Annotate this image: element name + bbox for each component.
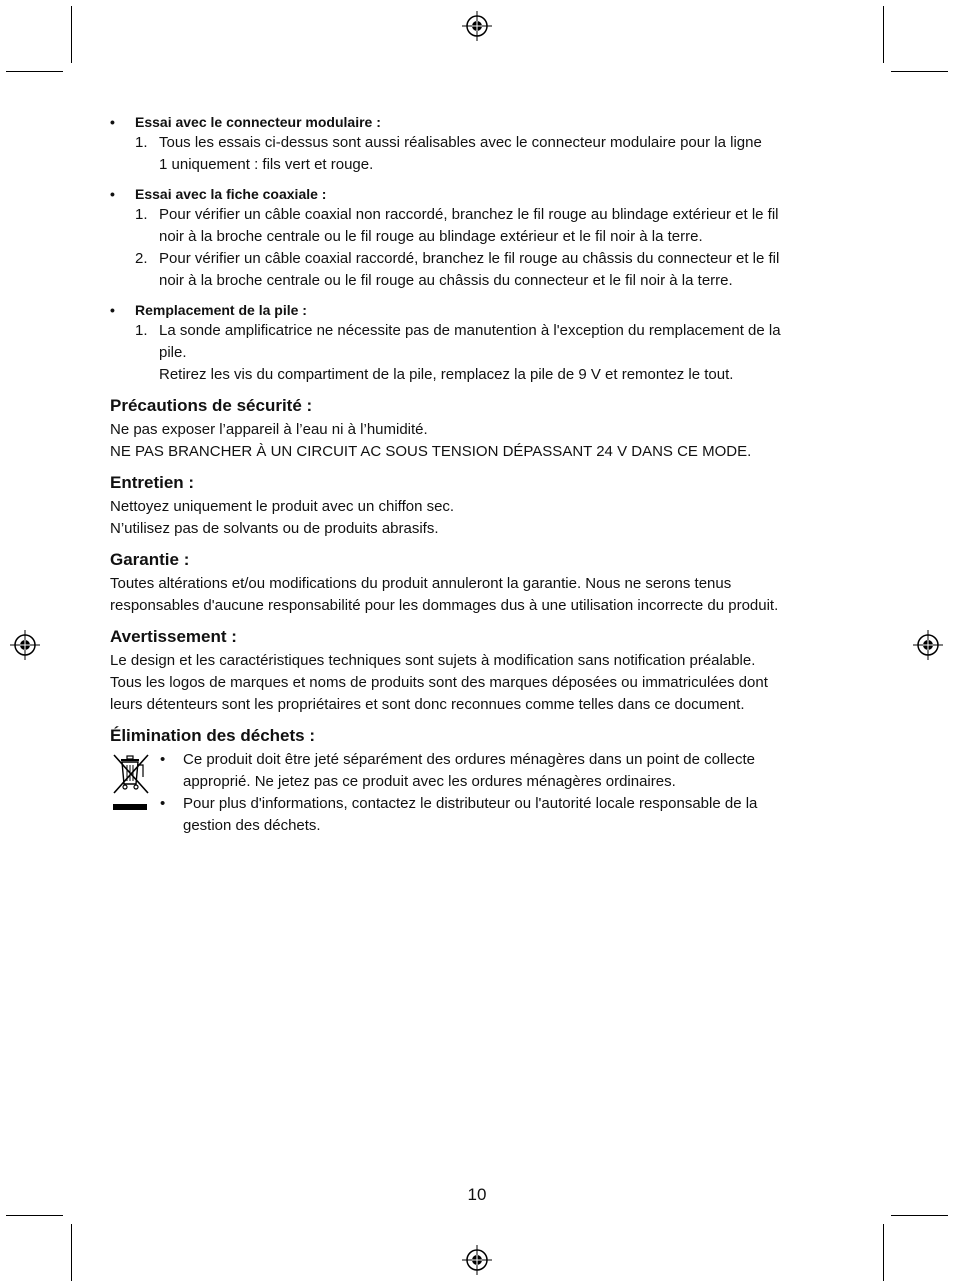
- section-title-entretien: Entretien :: [110, 473, 195, 492]
- text-line: responsables d'aucune responsabilité pour les dommages dus à une utilisation incorrecte du produit.: [110, 597, 779, 614]
- text-line: Le design et les caractéristiques techniques sont sujets à modification sans notification préalable.: [110, 652, 756, 669]
- bullet-heading: [110, 300, 845, 320]
- crop-mark: [6, 1215, 63, 1216]
- item-number: 1.: [135, 322, 148, 339]
- weee-crossed-bin-icon: [110, 751, 152, 813]
- crop-mark: [883, 6, 884, 63]
- bullet: •: [160, 751, 166, 768]
- bullet: •: [110, 114, 115, 130]
- section-title-avertissement: Avertissement :: [110, 627, 237, 646]
- text-line: La sonde amplificatrice ne nécessite pas de manutention à l'exception du remplacement de la: [159, 322, 781, 339]
- text-line: 1 uniquement : fils vert et rouge.: [159, 156, 374, 173]
- text-line: Pour vérifier un câble coaxial raccordé, branchez le fil rouge au châssis du connecteur et le fil: [159, 250, 780, 267]
- bullet: •: [160, 795, 166, 812]
- numbered-item: [110, 204, 845, 248]
- crop-mark: [71, 6, 72, 63]
- document-body: [110, 112, 845, 837]
- text-line: noir à la broche centrale ou le fil rouge au châssis du connecteur et le fil noir à la terre.: [159, 272, 733, 289]
- bullet: •: [110, 302, 115, 318]
- text-line: Pour vérifier un câble coaxial non raccordé, branchez le fil rouge au blindage extérieur et le fil: [159, 206, 779, 223]
- disposal-block: [110, 749, 845, 837]
- section-title-precautions: Précautions de sécurité :: [110, 396, 313, 415]
- crop-mark: [6, 71, 63, 72]
- text-line: Retirez les vis du compartiment de la pile, remplacez la pile de 9 V et remontez le tout.: [159, 366, 734, 383]
- list-item: [160, 749, 845, 793]
- text-line: Tous les logos de marques et noms de produits sont des marques déposées ou immatriculées dont: [110, 674, 768, 691]
- bullet: •: [110, 186, 115, 202]
- text-line: approprié. Ne jetez pas ce produit avec les ordures ménagères ordinaires.: [183, 773, 676, 790]
- registration-mark-icon: [913, 630, 943, 660]
- numbered-item: [110, 132, 845, 176]
- text-line: Ne pas exposer l’appareil à l’eau ni à l’humidité.: [110, 421, 428, 438]
- text-line: Ce produit doit être jeté séparément des ordures ménagères dans un point de collecte: [183, 751, 756, 768]
- heading-text: Essai avec la fiche coaxiale :: [135, 186, 327, 202]
- item-number: 1.: [135, 206, 148, 223]
- page-number: 10: [467, 1185, 487, 1204]
- numbered-item: [110, 320, 845, 386]
- text-line: NE PAS BRANCHER À UN CIRCUIT AC SOUS TENSION DÉPASSANT 24 V DANS CE MODE.: [110, 443, 752, 460]
- item-number: 2.: [135, 250, 148, 267]
- text-line: N’utilisez pas de solvants ou de produits abrasifs.: [110, 520, 439, 537]
- text-line: noir à la broche centrale ou le fil rouge au blindage extérieur et le fil noir à la terre.: [159, 228, 703, 245]
- bullet-heading: [110, 184, 845, 204]
- text-line: Tous les essais ci-dessus sont aussi réalisables avec le connecteur modulaire pour la ligne: [159, 134, 762, 151]
- crop-mark: [891, 1215, 948, 1216]
- heading-text: Remplacement de la pile :: [135, 302, 307, 318]
- registration-mark-icon: [10, 630, 40, 660]
- section-title-elimination: Élimination des déchets :: [110, 726, 315, 745]
- item-number: 1.: [135, 134, 148, 151]
- text-line: pile.: [159, 344, 187, 361]
- bullet-heading: [110, 112, 845, 132]
- section-title-garantie: Garantie :: [110, 550, 190, 569]
- numbered-item: [110, 248, 845, 292]
- text-line: Pour plus d'informations, contactez le distributeur ou l'autorité locale responsable de la: [183, 795, 758, 812]
- crop-mark: [891, 71, 948, 72]
- crop-mark: [883, 1224, 884, 1281]
- text-line: gestion des déchets.: [183, 817, 321, 834]
- text-line: Nettoyez uniquement le produit avec un chiffon sec.: [110, 498, 455, 515]
- text-line: leurs détenteurs sont les propriétaires et sont donc reconnues comme telles dans ce document.: [110, 696, 745, 713]
- registration-mark-icon: [462, 11, 492, 41]
- list-item: [160, 793, 845, 837]
- crop-mark: [71, 1224, 72, 1281]
- registration-mark-icon: [462, 1245, 492, 1275]
- text-line: Toutes altérations et/ou modifications du produit annuleront la garantie. Nous ne serons tenus: [110, 575, 732, 592]
- heading-text: Essai avec le connecteur modulaire :: [135, 114, 381, 130]
